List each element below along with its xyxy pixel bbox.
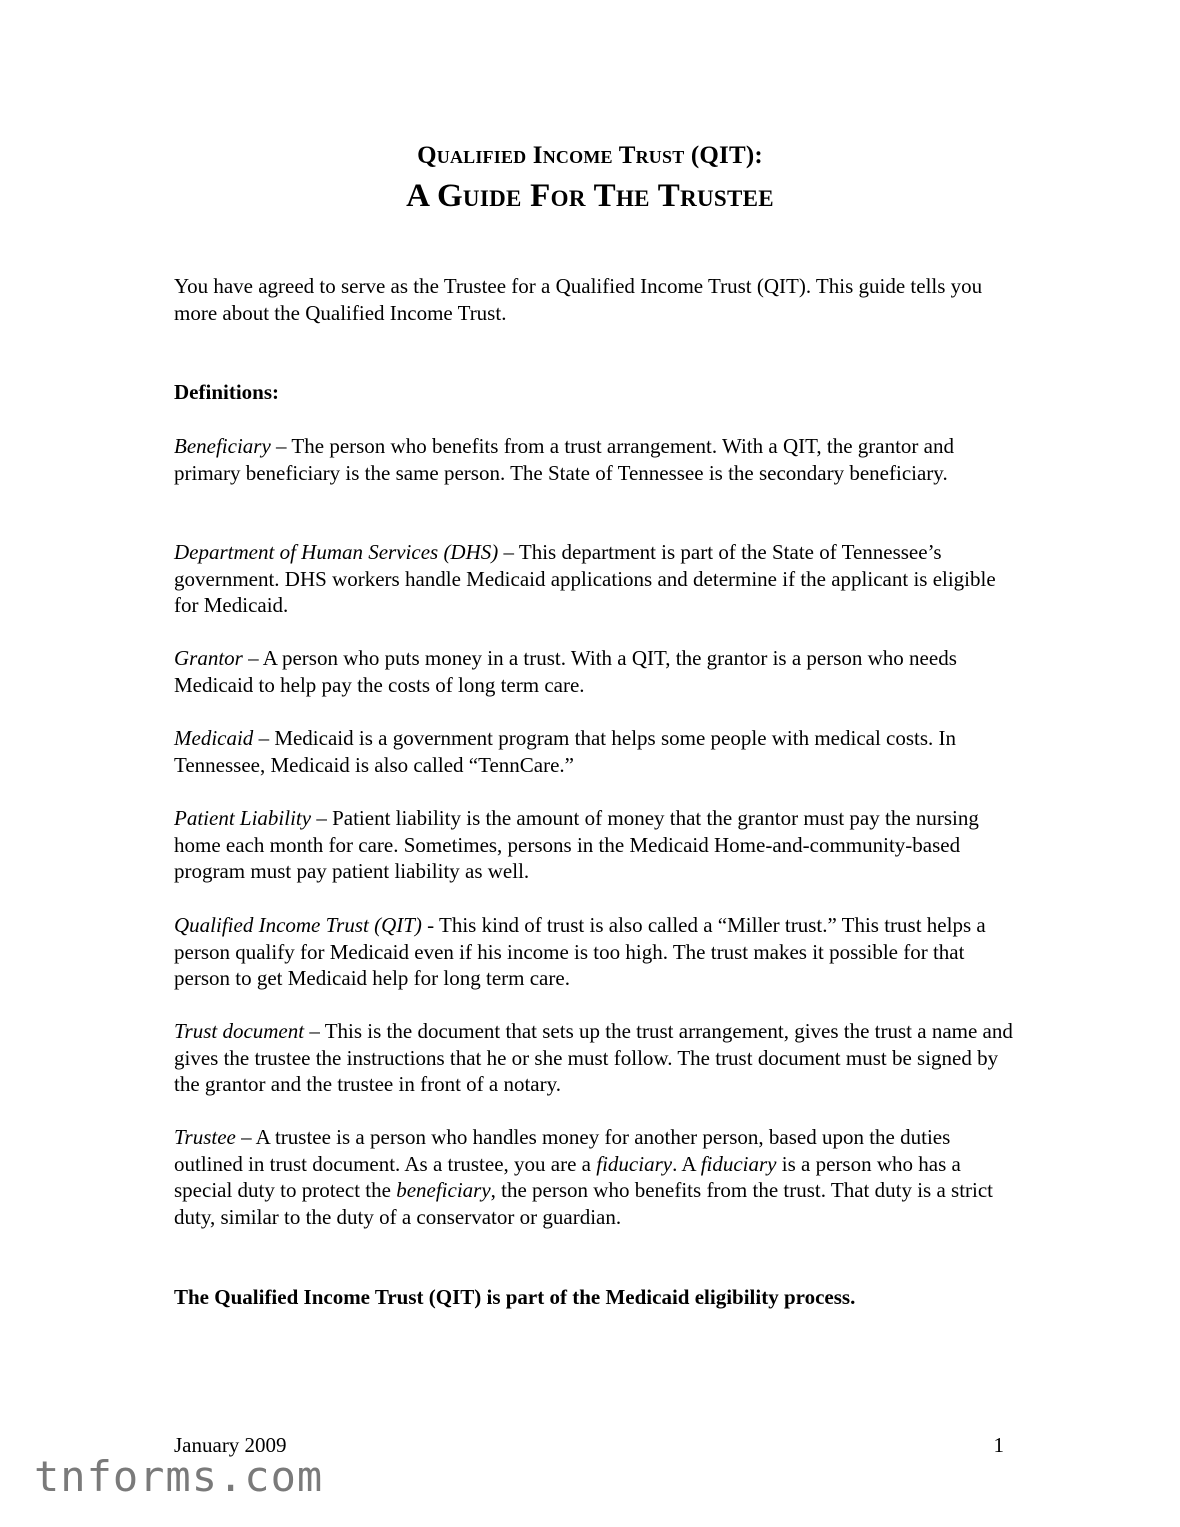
definition-text: – A person who puts money in a trust. With a QIT, the grantor is a person who needs Medicaid to help pay the costs of long term care.	[174, 646, 957, 697]
document-title-line2: A Guide For The Trustee	[406, 178, 774, 214]
emphasis-fiduciary: fiduciary	[596, 1151, 673, 1176]
definitions-heading: Definitions:	[174, 380, 279, 404]
definition-term: Department of Human Services (DHS)	[174, 540, 499, 564]
definition-text: – Medicaid is a government program that helps some people with medical costs. In Tennessee, Medicaid is also called “TennCare.”	[174, 726, 957, 777]
definition-text: - This kind of trust is also called a “Miller trust.” This trust helps a person qualify for Medicaid even if his income is too high. The trust makes it possible for that person to get Medicaid help for long term care.	[174, 913, 986, 990]
page-number: 1	[993, 1433, 1004, 1457]
definition-medicaid	[174, 725, 1014, 778]
definition-trust-document	[174, 1018, 1014, 1098]
definition-grantor	[174, 645, 1014, 698]
definition-trustee	[174, 1124, 1014, 1230]
emphasis-fiduciary: fiduciary	[700, 1151, 777, 1176]
definition-text: – A trustee is a person who handles money for another person, based upon the duties outlined in trust document. As a trustee, you are a	[174, 1125, 951, 1176]
footer-date: January 2009	[174, 1433, 287, 1457]
definition-term: Trust document	[174, 1019, 305, 1043]
definition-text: is a person who has a special duty to protect the	[174, 1151, 961, 1202]
definition-text: – This is the document that sets up the trust arrangement, gives the trust a name and gives the trustee the instructions that he or she must follow. The trust document must be signed by the grantor and the trustee in front of a notary.	[174, 1019, 1013, 1096]
closing-statement: The Qualified Income Trust (QIT) is part of the Medicaid eligibility process.	[174, 1285, 856, 1309]
definition-term: Grantor	[174, 646, 243, 670]
definition-beneficiary	[174, 433, 1014, 486]
definition-text: – The person who benefits from a trust arrangement. With a QIT, the grantor and primary beneficiary is the same person. The State of Tennessee is the secondary beneficiary.	[174, 434, 954, 485]
definition-text: . A	[672, 1151, 701, 1176]
definition-text: , the person who benefits from the trust. That duty is a strict duty, similar to the duty of a conservator or guardian.	[174, 1178, 994, 1229]
emphasis-beneficiary: beneficiary	[396, 1178, 491, 1202]
definition-term: Qualified Income Trust (QIT)	[174, 913, 422, 937]
definition-term: Beneficiary	[174, 434, 271, 458]
definition-term: Trustee	[174, 1125, 236, 1149]
definition-text: – Patient liability is the amount of money that the grantor must pay the nursing home each month for care. Sometimes, persons in the Medicaid Home-and-community-based program must pay patient liability as well.	[174, 806, 979, 883]
site-watermark: tnforms.com	[34, 1452, 324, 1501]
definition-term: Medicaid	[174, 726, 254, 750]
intro-paragraph: You have agreed to serve as the Trustee for a Qualified Income Trust (QIT). This guide tells you more about the Qualified Income Trust.	[174, 274, 983, 325]
definition-term: Patient Liability	[174, 806, 312, 830]
definition-text: – This department is part of the State of Tennessee’s government. DHS workers handle Medicaid applications and determine if the applicant is eligible for Medicaid.	[174, 540, 996, 617]
definition-qit	[174, 912, 1014, 992]
definition-dhs	[174, 539, 1014, 619]
document-title-line1: Qualified Income Trust (QIT):	[417, 142, 763, 169]
definition-patient-liability	[174, 805, 1014, 885]
